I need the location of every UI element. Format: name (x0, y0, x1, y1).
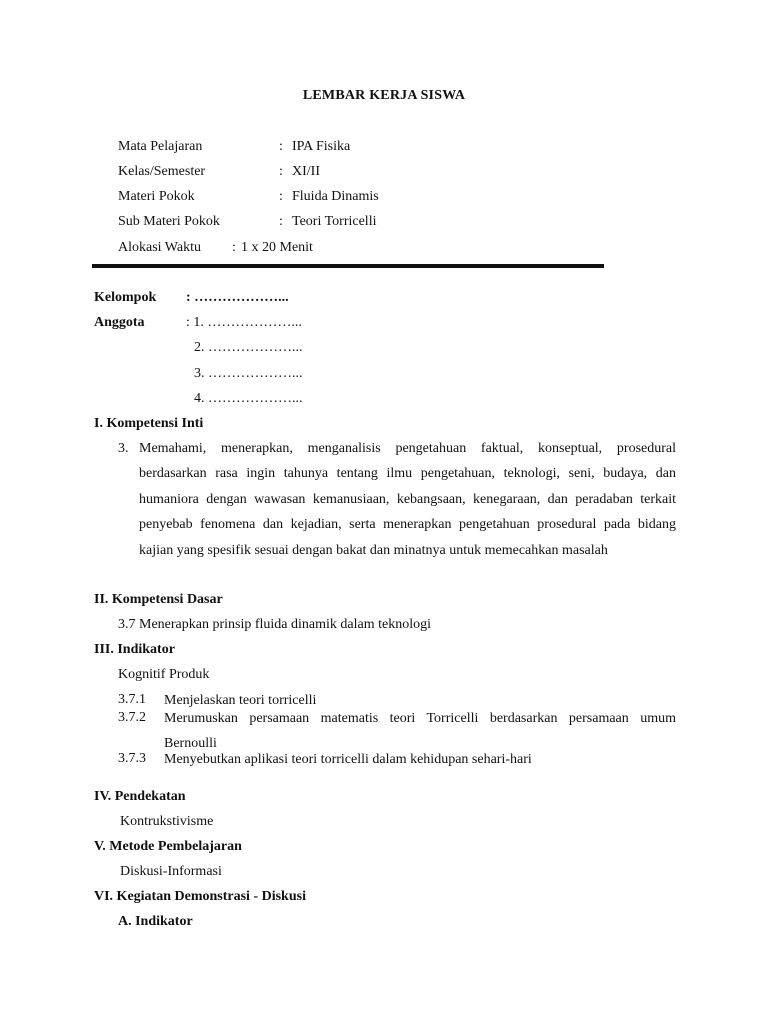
info-label-material: Materi Pokok (118, 189, 195, 204)
anggota-item: 2. ………………... (194, 340, 303, 355)
info-label-class: Kelas/Semester (118, 164, 206, 179)
indikator-num: 3.7.3 (118, 751, 146, 766)
section-heading-indikator: III. Indikator (94, 642, 175, 657)
section-heading-kegiatan: VI. Kegiatan Demonstrasi - Diskusi (94, 889, 306, 904)
info-label-submaterial: Sub Materi Pokok (118, 214, 220, 229)
indikator-num: 3.7.2 (118, 710, 146, 725)
info-value-material: Fluida Dinamis (292, 189, 379, 204)
anggota-item: 3. ………………... (194, 366, 303, 381)
info-sep: : (279, 214, 283, 229)
info-label-subject: Mata Pelajaran (118, 139, 203, 154)
anggota-item: : 1. ………………... (186, 315, 302, 330)
info-sep: : (279, 189, 283, 204)
info-sep: : (279, 139, 283, 154)
info-value-time: 1 x 20 Menit (241, 240, 313, 255)
info-value-class: XI/II (292, 164, 320, 179)
ki-paragraph: Memahami, menerapkan, menganalisis pengetahuan faktual, konseptual, prosedural berdasarkan rasa ingin tahunya tentang ilmu pengetahuan, teknologi, seni, budaya, dan humaniora dengan wawasan kemanusiaan, kebangsaan, kenegaraan, dan peradaban terkait penyebab fenomena dan kejadian, serta menerapkan pengetahuan prosedural pada bidang kajian yang spesifik sesuai dengan bakat dan minatnya untuk memecahkan masalah (139, 441, 676, 558)
pendekatan-text: Kontrukstivisme (120, 814, 214, 829)
divider-rule (92, 264, 604, 268)
info-value-submaterial: Teori Torricelli (292, 214, 377, 229)
anggota-label: Anggota (94, 315, 145, 330)
indikator-text: Menyebutkan aplikasi teori torricelli dalam kehidupan sehari-hari (164, 752, 532, 767)
section-heading-ki: I. Kompetensi Inti (94, 416, 204, 431)
section-heading-pendekatan: IV. Pendekatan (94, 789, 186, 804)
kelompok-label: Kelompok (94, 290, 157, 305)
page-title: LEMBAR KERJA SISWA (302, 88, 466, 103)
metode-text: Diskusi-Informasi (120, 864, 222, 879)
ki-number: 3. (118, 441, 129, 456)
kegiatan-subheading: A. Indikator (118, 914, 193, 929)
kd-text: 3.7 Menerapkan prinsip fluida dinamik dalam teknologi (118, 617, 431, 632)
indikator-num: 3.7.1 (118, 692, 146, 707)
info-label-time: Alokasi Waktu (118, 240, 201, 255)
info-value-subject: IPA Fisika (292, 139, 351, 154)
indikator-text: Menjelaskan teori torricelli (164, 693, 317, 708)
section-heading-metode: V. Metode Pembelajaran (94, 839, 242, 854)
info-sep: : (279, 164, 283, 179)
anggota-item: 4. ………………... (194, 391, 303, 406)
indikator-text: Merumuskan persamaan matematis teori Torricelli berdasarkan persamaan umum Bernoulli (164, 711, 676, 751)
kelompok-value: : ………………... (186, 290, 289, 305)
indikator-subheading: Kognitif Produk (118, 667, 210, 682)
section-heading-kd: II. Kompetensi Dasar (94, 592, 223, 607)
info-sep: : (232, 240, 236, 255)
